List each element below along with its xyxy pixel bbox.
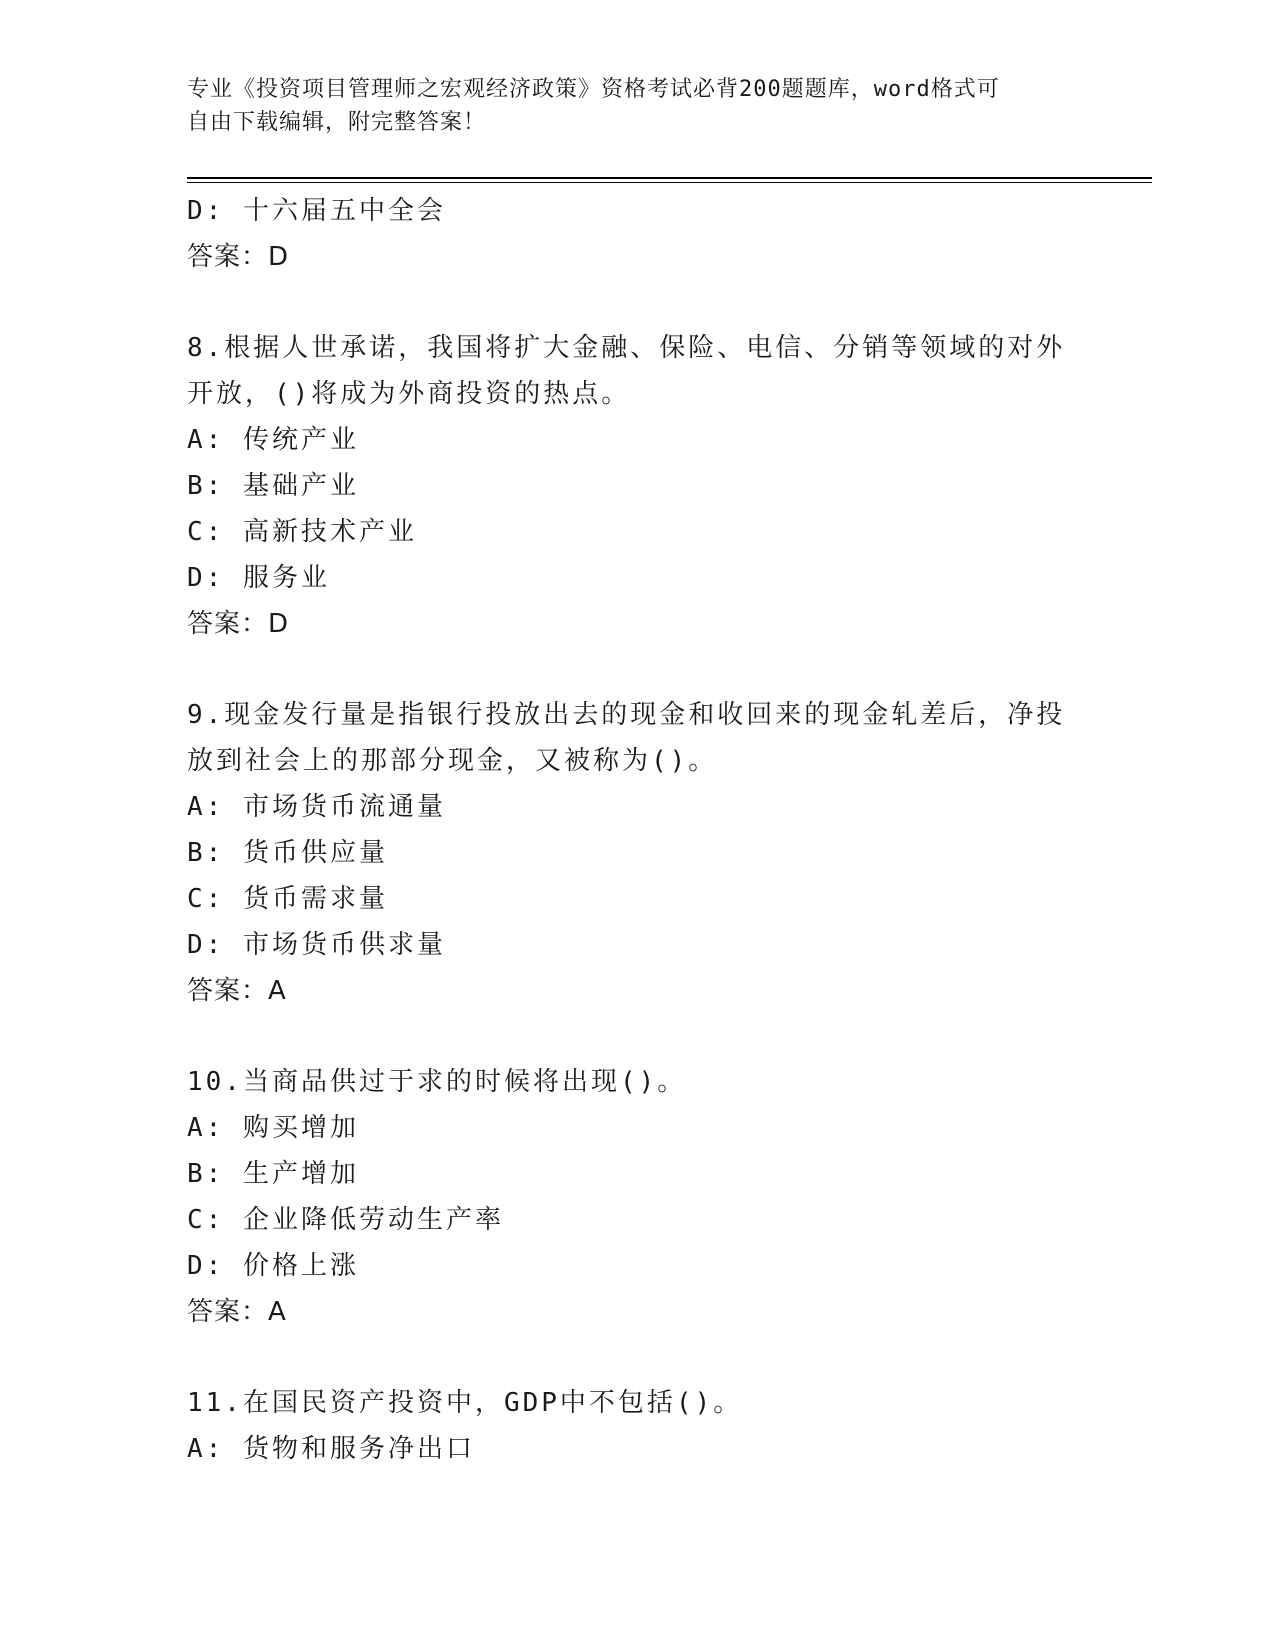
option-c: C: 企业降低劳动生产率 bbox=[187, 1205, 504, 1235]
question-item bbox=[187, 1380, 1087, 1472]
option-a: A: 传统产业 bbox=[187, 425, 359, 455]
question-item bbox=[187, 692, 1087, 1014]
spacer bbox=[187, 647, 1087, 692]
question-stem-line: 10.当商品供过于求的时候将出现()。 bbox=[187, 1067, 687, 1097]
question-item bbox=[187, 1059, 1087, 1335]
header-title-line-1: 专业《投资项目管理师之宏观经济政策》资格考试必背200题题库，word格式可 bbox=[187, 77, 1000, 102]
option-a: A: 货物和服务净出口 bbox=[187, 1434, 475, 1464]
answer: 答案：A bbox=[187, 976, 287, 1006]
option-a: A: 购买增加 bbox=[187, 1113, 359, 1143]
question-item bbox=[187, 325, 1087, 647]
answer: 答案：D bbox=[187, 609, 290, 639]
spacer bbox=[187, 1014, 1087, 1059]
option-a: A: 市场货币流通量 bbox=[187, 792, 446, 822]
answer: 答案：D bbox=[187, 242, 290, 272]
answer: 答案：A bbox=[187, 1297, 287, 1327]
header-title-line-2: 自由下载编辑，附完整答案！ bbox=[187, 110, 487, 135]
header-divider-thick bbox=[187, 177, 1152, 179]
option-b: B: 生产增加 bbox=[187, 1159, 359, 1189]
option-d: D: 十六届五中全会 bbox=[187, 196, 446, 226]
option-b: B: 货币供应量 bbox=[187, 838, 388, 868]
question-stem-line: 11.在国民资产投资中，GDP中不包括()。 bbox=[187, 1388, 743, 1418]
question-list bbox=[187, 188, 1087, 1472]
header-divider-thin bbox=[187, 182, 1152, 183]
question-stem-line: 放到社会上的那部分现金，又被称为()。 bbox=[187, 746, 718, 776]
option-d: D: 市场货币供求量 bbox=[187, 930, 446, 960]
question-stem-line: 开放，()将成为外商投资的热点。 bbox=[187, 379, 631, 409]
spacer bbox=[187, 280, 1087, 325]
spacer bbox=[187, 1335, 1087, 1380]
question-stem-line: 8.根据人世承诺，我国将扩大金融、保险、电信、分销等领域的对外 bbox=[187, 333, 1066, 363]
option-d: D: 价格上涨 bbox=[187, 1251, 359, 1281]
option-d: D: 服务业 bbox=[187, 563, 330, 593]
document-header bbox=[187, 73, 1067, 139]
option-c: C: 高新技术产业 bbox=[187, 517, 417, 547]
option-b: B: 基础产业 bbox=[187, 471, 359, 501]
question-stem-line: 9.现金发行量是指银行投放出去的现金和收回来的现金轧差后，净投 bbox=[187, 700, 1066, 730]
option-c: C: 货币需求量 bbox=[187, 884, 388, 914]
